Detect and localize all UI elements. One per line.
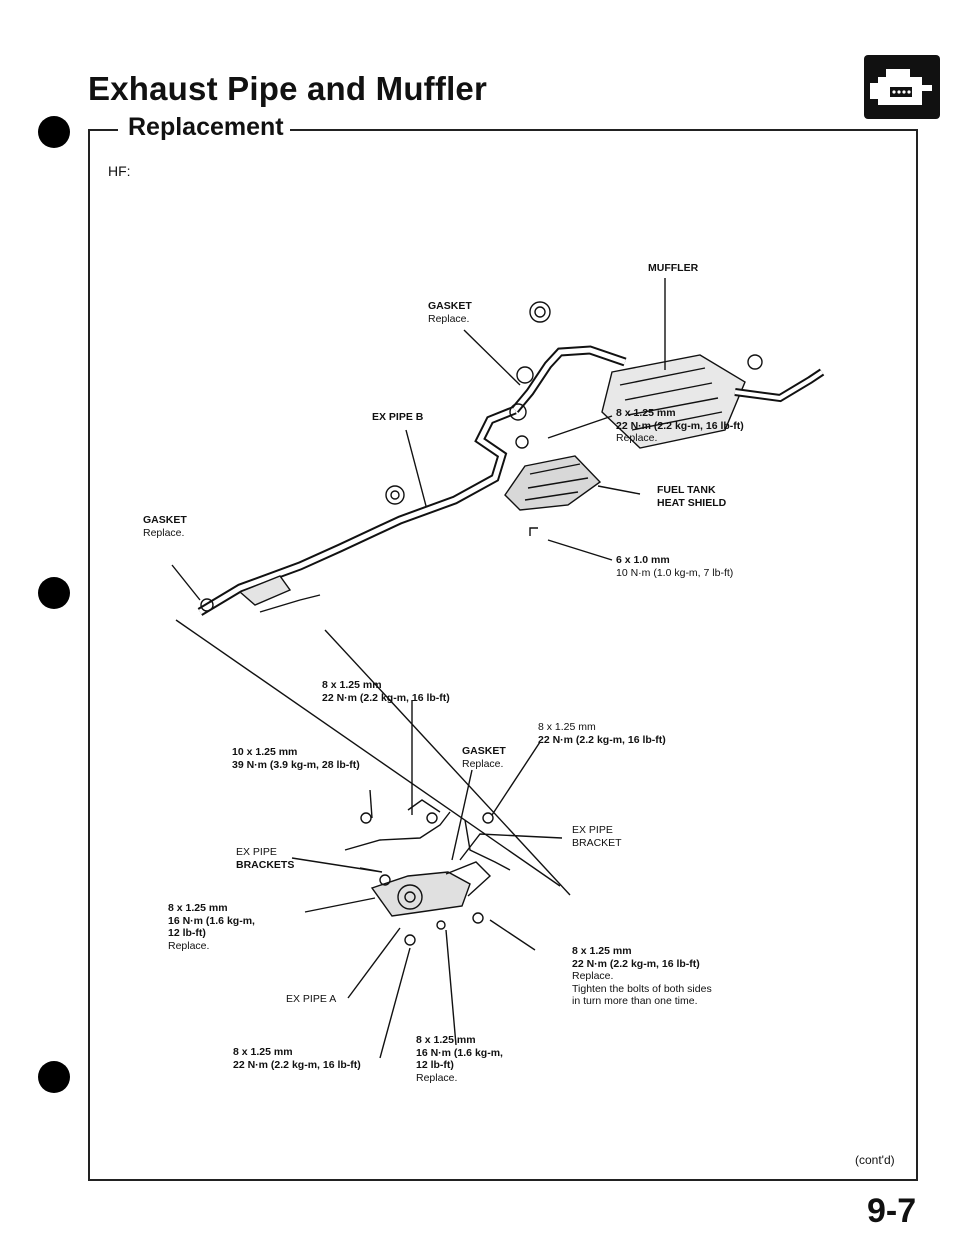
label-fuel-tank-heat-shield: FUEL TANK HEAT SHIELD xyxy=(657,484,727,509)
label-ex-pipe-a: EX PIPE A xyxy=(286,993,337,1005)
label-bolt-bottom-mid: 8 x 1.25 mm 16 N·m (1.6 kg-m, 12 lb-ft) Replace. xyxy=(416,1034,503,1084)
label-ex-pipe-b: EX PIPE B xyxy=(372,411,424,423)
page-number: 9-7 xyxy=(867,1192,917,1230)
page-title: Exhaust Pipe and Muffler xyxy=(88,70,488,107)
label-bolt-right: 8 x 1.25 mm 22 N·m (2.2 kg-m, 16 lb-ft) xyxy=(538,721,666,746)
label-gasket-left: GASKET Replace. xyxy=(143,514,187,539)
label-ex-pipe-brackets: EX PIPE BRACKETS xyxy=(236,846,295,871)
label-bolt-left-16nm: 8 x 1.25 mm 16 N·m (1.6 kg-m, 12 lb-ft) Replace. xyxy=(168,902,255,952)
label-gasket-top: GASKET Replace. xyxy=(428,300,472,325)
label-bolt-mid: 8 x 1.25 mm 22 N·m (2.2 kg-m, 16 lb-ft) xyxy=(322,679,450,704)
variant-label: HF: xyxy=(108,163,131,179)
label-bolt-10mm: 10 x 1.25 mm 39 N·m (3.9 kg-m, 28 lb-ft) xyxy=(232,746,360,771)
label-bolt-shield: 6 x 1.0 mm 10 N·m (1.0 kg-m, 7 lb-ft) xyxy=(616,554,734,579)
label-ex-pipe-bracket: EX PIPE BRACKET xyxy=(572,824,622,849)
label-bolt-top: 8 x 1.25 mm 22 N·m (2.2 kg-m, 16 lb-ft) Replace. xyxy=(616,407,744,444)
section-heading: Replacement xyxy=(122,113,290,142)
continued-note: (cont'd) xyxy=(855,1153,895,1167)
label-gasket-mid: GASKET Replace. xyxy=(462,745,506,770)
label-bolt-lower-right: 8 x 1.25 mm 22 N·m (2.2 kg-m, 16 lb-ft) Replace. Tighten the bolts of both sides in turn more than one time. xyxy=(572,945,712,1007)
label-bolt-bottom-left: 8 x 1.25 mm 22 N·m (2.2 kg-m, 16 lb-ft) xyxy=(233,1046,361,1071)
label-muffler: MUFFLER xyxy=(648,262,699,274)
